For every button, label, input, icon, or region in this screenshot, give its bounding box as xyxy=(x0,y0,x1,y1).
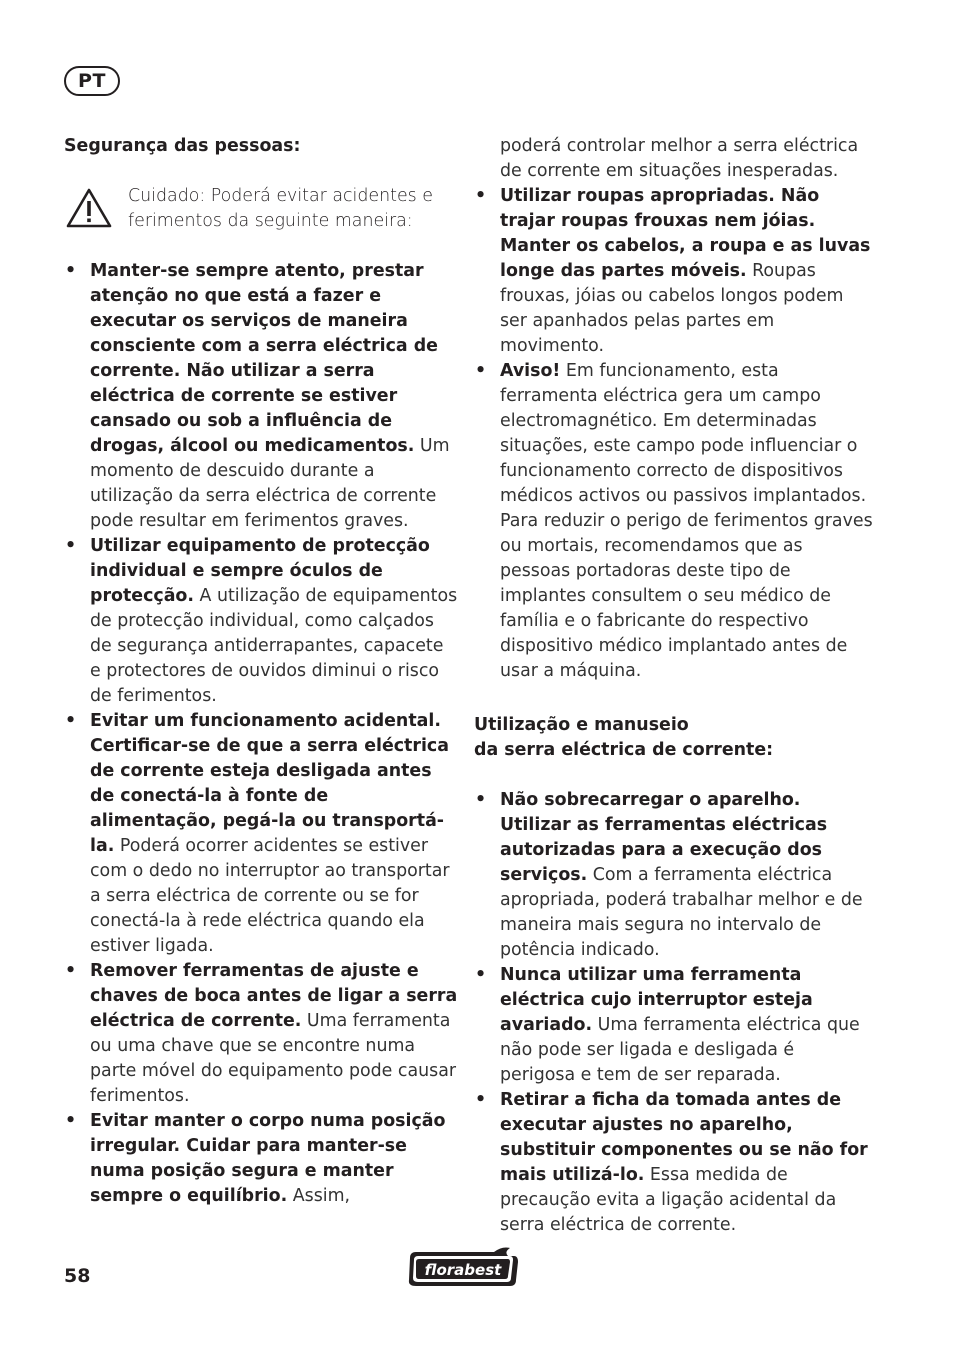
list-item xyxy=(64,1109,459,1209)
bullet-dot: • xyxy=(475,1090,487,1110)
item-bold: Utilizar equipamento de protecção individual e sempre óculos de protecção. xyxy=(90,536,430,606)
section-heading-usage xyxy=(474,713,874,763)
item-bold: Evitar manter o corpo numa posição irregular. Cuidar para manter-se numa posição segura e manter sempre o equilíbrio. xyxy=(90,1111,446,1206)
list-item xyxy=(474,963,874,1088)
heading-line-1: Utilização e manuseio xyxy=(474,715,689,735)
list-item xyxy=(474,359,874,684)
page-number: 58 xyxy=(64,1265,91,1287)
item-bold: Utilizar roupas apropriadas. Não trajar roupas frouxas nem jóias. Manter os cabelos, a roupa e as luvas longe das partes móveis. xyxy=(500,186,871,281)
safety-list-left xyxy=(64,259,459,1209)
item-bold: Nunca utilizar uma ferramenta eléctrica cujo interruptor esteja avariado. xyxy=(500,965,813,1035)
bullet-dot: • xyxy=(475,361,487,381)
bullet-dot: • xyxy=(65,711,77,731)
bullet-dot: • xyxy=(65,1111,77,1131)
warning-text: Cuidado: Poderá evitar acidentes e ferimentos da seguinte maneira: xyxy=(128,186,433,231)
logo-text: florabest xyxy=(424,1261,502,1279)
right-column xyxy=(474,134,874,1238)
item-text: Um momento de descuido durante a utilização da serra eléctrica de corrente pode resultar em ferimentos graves. xyxy=(90,436,450,531)
item-text: Assim, xyxy=(287,1186,351,1206)
item-bold: Remover ferramentas de ajuste e chaves de boca antes de ligar a serra eléctrica de corrente. xyxy=(90,961,458,1031)
list-item xyxy=(64,534,459,709)
bullet-dot: • xyxy=(475,186,487,206)
bullet-dot: • xyxy=(65,261,77,281)
list-item xyxy=(474,1088,874,1238)
list-item xyxy=(64,259,459,534)
list-item xyxy=(64,709,459,959)
item-text: Poderá ocorrer acidentes se estiver com o dedo no interruptor ao transportar a serra eléctrica de corrente ou se for conectá-la à rede eléctrica quando ela estiver ligada. xyxy=(90,836,450,956)
bullet-dot: • xyxy=(65,536,77,556)
item-bold: Aviso! xyxy=(500,361,561,381)
item-text: Uma ferramenta ou uma chave que se encontre numa parte móvel do equipamento pode causar ferimentos. xyxy=(90,1011,457,1106)
item-bold: Não sobrecarregar o aparelho. Utilizar as ferramentas eléctricas autorizadas para a execução dos serviços. xyxy=(500,790,828,885)
warning-triangle-icon xyxy=(66,188,112,228)
florabest-logo xyxy=(406,1244,520,1290)
usage-list xyxy=(474,788,874,1238)
left-column xyxy=(64,134,459,1209)
warning-notice xyxy=(64,184,459,234)
item-text: Uma ferramenta eléctrica que não pode ser ligada e desligada é perigosa e tem de ser reparada. xyxy=(500,1015,860,1085)
heading-line-2: da serra eléctrica de corrente: xyxy=(474,740,774,760)
safety-list-right xyxy=(474,184,874,684)
section-heading-personal-safety: Segurança das pessoas: xyxy=(64,136,301,156)
bullet-dot: • xyxy=(475,790,487,810)
list-item xyxy=(64,959,459,1109)
list-item xyxy=(474,788,874,963)
item-text: Com a ferramenta eléctrica apropriada, poderá trabalhar melhor e de maneira mais segura no intervalo de potência indicado. xyxy=(500,865,863,960)
item-text: A utilização de equipamentos de protecção individual, como calçados de segurança antiderrapantes, capacete e protectores de ouvidos diminui o risco de ferimentos. xyxy=(90,586,458,706)
continued-text: poderá controlar melhor a serra eléctrica de corrente em situações inesperadas. xyxy=(500,136,859,181)
item-bold: Manter-se sempre atento, prestar atenção no que está a fazer e executar os serviços de maneira consciente com a serra eléctrica de corrente. Não utilizar a serra eléctrica de corrente se estiver cansado ou sob a influência de drogas, álcool ou medicamentos. xyxy=(90,261,438,456)
bullet-dot: • xyxy=(475,965,487,985)
item-text: Essa medida de precaução evita a ligação acidental da serra eléctrica de corrente. xyxy=(500,1165,837,1235)
item-text: Roupas frouxas, jóias ou cabelos longos podem ser apanhados pelas partes em movimento. xyxy=(500,261,844,356)
item-text: Em funcionamento, esta ferramenta eléctrica gera um campo electromagnético. Em determinadas situações, este campo pode influenciar o funcionamento correcto de dispositivos médicos activos ou passivos implantados. Para reduzir o perigo de ferimentos graves ou mortais, recomendamos que as pessoas portadoras deste tipo de implantes consultem o seu médico de família e o fabricante do respectivo dispositivo médico implantado antes de usar a máquina. xyxy=(500,361,873,681)
language-badge: PT xyxy=(64,66,120,96)
item-bold: Evitar um funcionamento acidental. Certificar-se de que a serra eléctrica de corrente esteja desligada antes de conectá-la à fonte de alimentação, pegá-la ou transportá-la. xyxy=(90,711,449,856)
item-bold: Retirar a ficha da tomada antes de executar ajustes no aparelho, substituir componentes ou se não for mais utilizá-lo. xyxy=(500,1090,868,1185)
bullet-dot: • xyxy=(65,961,77,981)
list-item xyxy=(474,184,874,359)
